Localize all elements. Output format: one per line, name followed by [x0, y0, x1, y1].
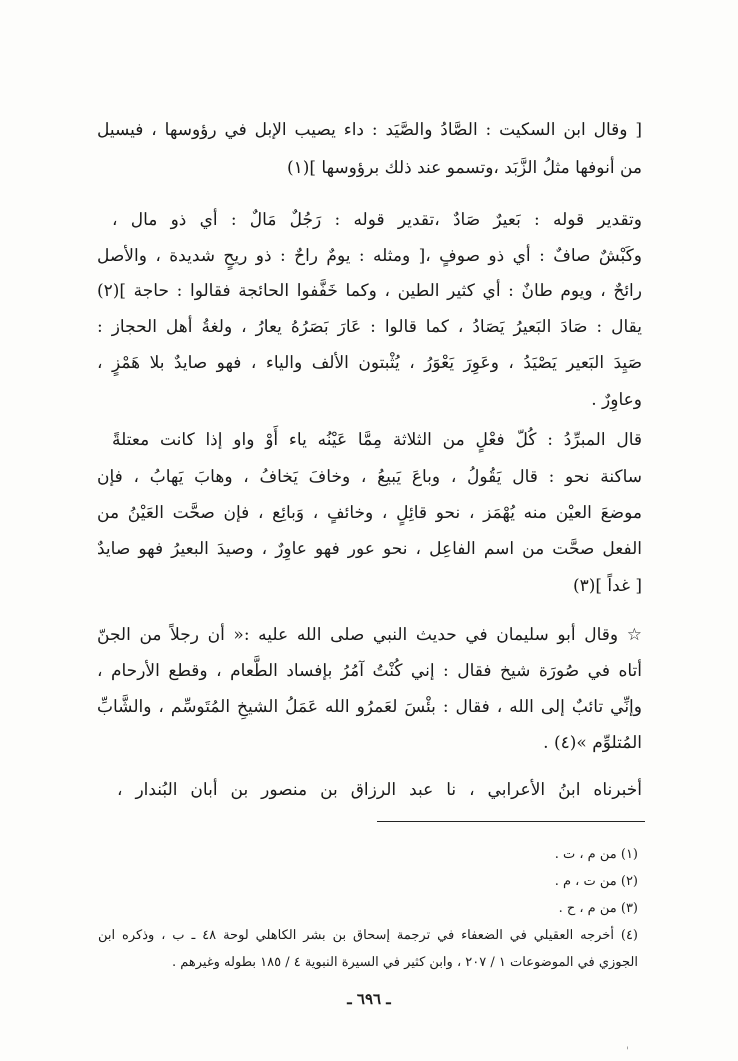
text-line: وإنِّي تائبٌ إلى الله ، فقال : بئْسَ لعَمرُو الله عَمَلُ الشيخِ المُتَوسِّم ، والشَّابِّ	[97, 697, 642, 717]
text-line: صَيِدَ البَعير يَصْيَدُ ، وعَوِرَ يَعْوَرُ ، يُثْبتون الألف والياء ، فهو صايدٌ بلا هَمْزٍ ،	[97, 353, 642, 373]
text-line: ساكنة نحو : قال يَقُولُ ، وباعَ يَبيعُ ، وخافَ يَخافُ ، وهابَ يَهابُ ، فإن	[97, 467, 642, 487]
page-number: ـ ٦٩٦ ـ	[347, 990, 391, 1008]
text-line: أخبرناه ابنُ الأعرابي ، نا عبد الرزاق بن منصور بن أبان البُندار ،	[117, 780, 642, 800]
text-line: [ غداً ](٣)	[572, 576, 642, 596]
footnote-continued: الجوزي في الموضوعات ١ / ٢٠٧ ، وابن كثير في السيرة النبوية ٤ / ١٨٥ بطوله وغيرهم .	[171, 955, 638, 970]
text-line: وعاوِرٌ .	[591, 390, 642, 410]
text-line: وكَبْشٌ صافٌ : أي ذو صوفٍ ،[ ومثله : يومٌ راحٌ : ذو ريحٍ شديدة ، والأصل	[97, 246, 642, 266]
text-line: الفعل صحَّت من اسم الفاعِل ، نحو عور فهو عاوِرٌ ، وصيدَ البعيرُ فهو صايدٌ	[97, 539, 642, 559]
text-line: موضعَ العيْن منه يُهْمَز ، نحو قائِلٍ ، وخائفٍ ، وَبائِع ، فإن صحَّت العَيْنُ من	[97, 503, 642, 523]
text-line: أتاه في صُورَة شيخ فقال : إني كُنْتُ آمُرُ بإفساد الطَّعام ، وقطع الأرحام ،	[97, 661, 642, 681]
text-line: ☆ وقال أبو سليمان في حديث النبي صلى الله عليه :« أن رجلاً من الجنّ	[97, 625, 642, 645]
footnote: (١) من م ، ت .	[554, 847, 638, 862]
text-line: وتقدير قوله : بَعيرٌ صَادٌ ،تقدير قوله : رَجُلٌ مَالٌ : أي ذو مال ،	[112, 210, 642, 230]
text-line: رائحٌ ، ويوم طانٌ : أي كثير الطين ، وكما خَفَّفوا الحائجة فقالوا : حاجة ](٢)	[97, 281, 642, 301]
corner-mark: '	[626, 1046, 629, 1057]
footnote: (٤) أخرجه العقيلي في الضعفاء في ترجمة إسحاق بن بشر الكاهلي لوحة ٤٨ ـ ب ، وذكره ابن	[98, 928, 638, 943]
text-line: [ وقال ابن السكيت : الصَّادُ والصَّيَد : داء يصيب الإبل في رؤوسها ، فيسيل	[97, 120, 642, 140]
text-line: قال المبرِّدُ : كُلّ فعْلٍ من الثلاثة مِمَّا عَيْنُه ياء أَوْ واو إذا كانت معتلةً	[112, 430, 642, 450]
footnote: (٣) من م ، ح .	[558, 901, 638, 916]
text-line: المُتلوِّم »(٤) .	[543, 733, 642, 753]
text-line: من أنوفها مثلُ الزَّبَد ،وتسمو عند ذلك برؤوسها ](١)	[286, 158, 642, 178]
footnote-separator	[377, 821, 645, 822]
text-line: يقال : صَادَ البَعيرُ يَصَادُ ، كما قالوا : عَارَ بَصَرُهُ يعارُ ، ولغةُ أهل الحجاز :	[97, 317, 642, 337]
footnote: (٢) من ت ، م .	[554, 874, 638, 889]
